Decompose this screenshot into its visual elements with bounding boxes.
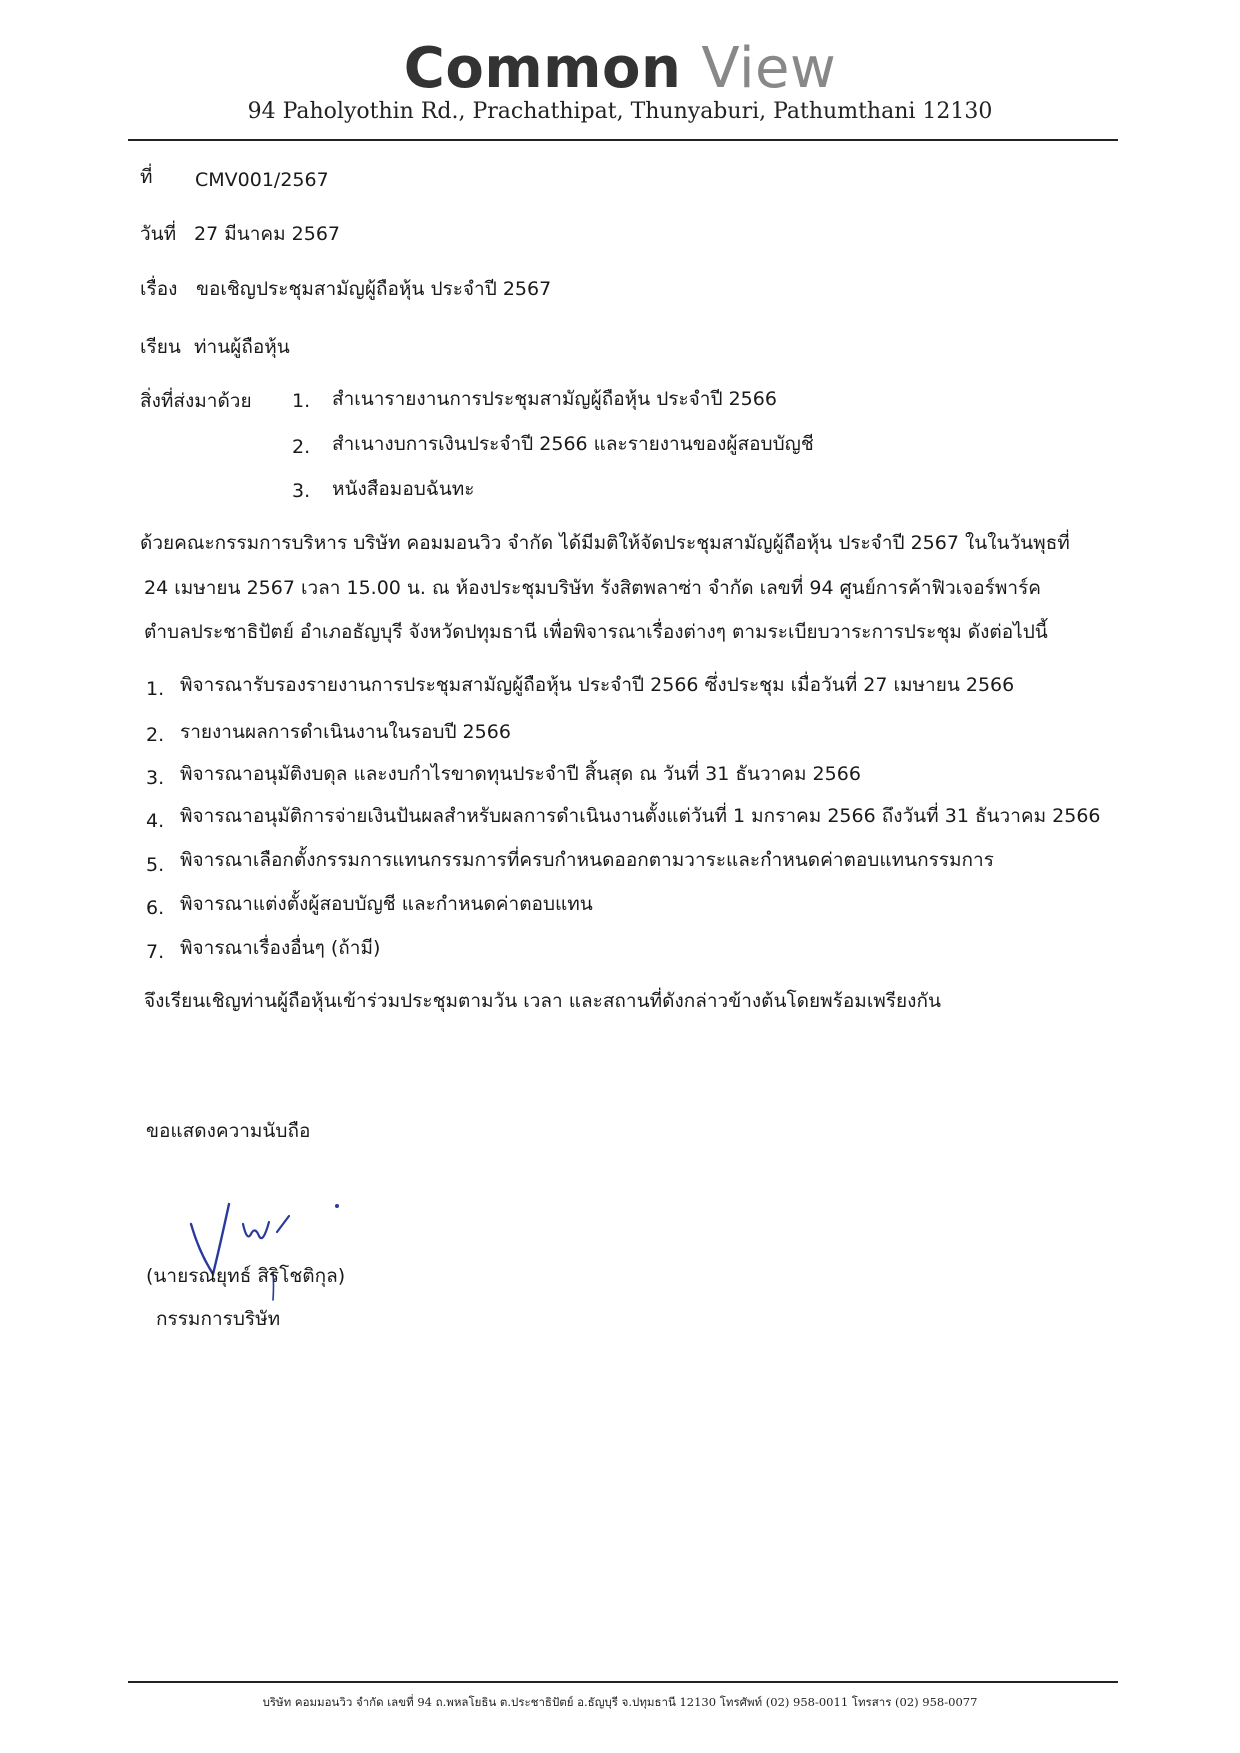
attachment-item: หนังสือมอบฉันทะ — [332, 478, 475, 500]
header-divider — [128, 139, 1118, 141]
regards-text: ขอแสดงความนับถือ — [146, 1120, 311, 1142]
agenda-item: พิจารณาเรื่องอื่นๆ (ถ้ามี) — [180, 937, 381, 959]
intro-line: ตำบลประชาธิปัตย์ อำเภอธัญบุรี จังหวัดปทุมธานี เพื่อพิจารณาเรื่องต่างๆ ตามระเบียบวาระการประชุม ดังต่อไปนี้ — [144, 621, 1048, 643]
to-value: ท่านผู้ถือหุ้น — [194, 336, 290, 358]
attachment-num: 1. — [292, 390, 311, 412]
attachment-item: สำเนารายงานการประชุมสามัญผู้ถือหุ้น ประจำปี 2566 — [332, 388, 777, 410]
signature-stroke — [243, 1222, 269, 1238]
agenda-item: พิจารณารับรองรายงานการประชุมสามัญผู้ถือหุ้น ประจำปี 2566 ซึ่งประชุม เมื่อวันที่ 27 เมษายน 2566 — [180, 674, 1015, 696]
subject-label: เรื่อง — [140, 278, 178, 300]
agenda-num: 6. — [146, 897, 165, 919]
signer-name: (นายรณยุทธ์ สิริโชติกุล) — [146, 1265, 346, 1287]
to-label: เรียน — [140, 336, 181, 358]
date-value: 27 มีนาคม 2567 — [194, 223, 341, 245]
agenda-num: 7. — [146, 941, 165, 963]
company-name-part1: Common — [403, 36, 702, 101]
agenda-num: 4. — [146, 810, 165, 832]
attachment-item: สำเนางบการเงินประจำปี 2566 และรายงานของผู้สอบบัญชี — [332, 433, 814, 455]
attachments-label: สิ่งที่ส่งมาด้วย — [140, 390, 252, 412]
signer-title: กรรมการบริษัท — [156, 1308, 281, 1330]
closing-invite: จึงเรียนเชิญท่านผู้ถือหุ้นเข้าร่วมประชุมตามวัน เวลา และสถานที่ดังกล่าวข้างต้นโดยพร้อมเพรียงกัน — [144, 990, 941, 1012]
agenda-num: 2. — [146, 724, 165, 746]
agenda-num: 3. — [146, 767, 165, 789]
company-address: 94 Paholyothin Rd., Prachathipat, Thunyaburi, Pathumthani 12130 — [247, 99, 993, 124]
agenda-item: พิจารณาแต่งตั้งผู้สอบบัญชี และกำหนดค่าตอบแทน — [180, 893, 593, 915]
intro-line: ด้วยคณะกรรมการบริหาร บริษัท คอมมอนวิว จำกัด ได้มีมติให้จัดประชุมสามัญผู้ถือหุ้น ประจำปี 2567 ในในวันพุธที่ — [140, 532, 1070, 554]
agenda-num: 1. — [146, 678, 165, 700]
signature-stroke — [277, 1216, 289, 1232]
footer-address: บริษัท คอมมอนวิว จำกัด เลขที่ 94 ถ.พหลโยธิน ต.ประชาธิปัตย์ อ.ธัญบุรี จ.ปทุมธานี 12130 โทรศัพท์ (02) 958-0011 โทรสาร (02) 958-0077 — [262, 1695, 978, 1709]
ref-label: ที่ — [140, 166, 153, 188]
agenda-item: พิจารณาอนุมัติการจ่ายเงินปันผลสำหรับผลการดำเนินงานตั้งแต่วันที่ 1 มกราคม 2566 ถึงวันที่ 31 ธันวาคม 2566 — [180, 805, 1101, 827]
signature-dot — [335, 1204, 339, 1208]
date-label: วันที่ — [140, 223, 177, 245]
attachment-num: 3. — [292, 480, 311, 502]
company-logo — [0, 36, 1240, 102]
company-name-part2: View — [701, 36, 837, 101]
agenda-item: รายงานผลการดำเนินงานในรอบปี 2566 — [180, 721, 511, 743]
attachment-num: 2. — [292, 436, 311, 458]
intro-line: 24 เมษายน 2567 เวลา 15.00 น. ณ ห้องประชุมบริษัท รังสิตพลาซ่า จำกัด เลขที่ 94 ศูนย์การค้าฟิวเจอร์พาร์ค — [144, 577, 1041, 599]
signature — [185, 1190, 355, 1310]
ref-value: CMV001/2567 — [195, 169, 329, 191]
agenda-num: 5. — [146, 854, 165, 876]
agenda-item: พิจารณาอนุมัติงบดุล และงบกำไรขาดทุนประจำปี สิ้นสุด ณ วันที่ 31 ธันวาคม 2566 — [180, 763, 861, 785]
subject-value: ขอเชิญประชุมสามัญผู้ถือหุ้น ประจำปี 2567 — [196, 278, 552, 300]
footer-divider — [128, 1681, 1118, 1683]
agenda-item: พิจารณาเลือกตั้งกรรมการแทนกรรมการที่ครบกำหนดออกตามวาระและกำหนดค่าตอบแทนกรรมการ — [180, 849, 994, 871]
